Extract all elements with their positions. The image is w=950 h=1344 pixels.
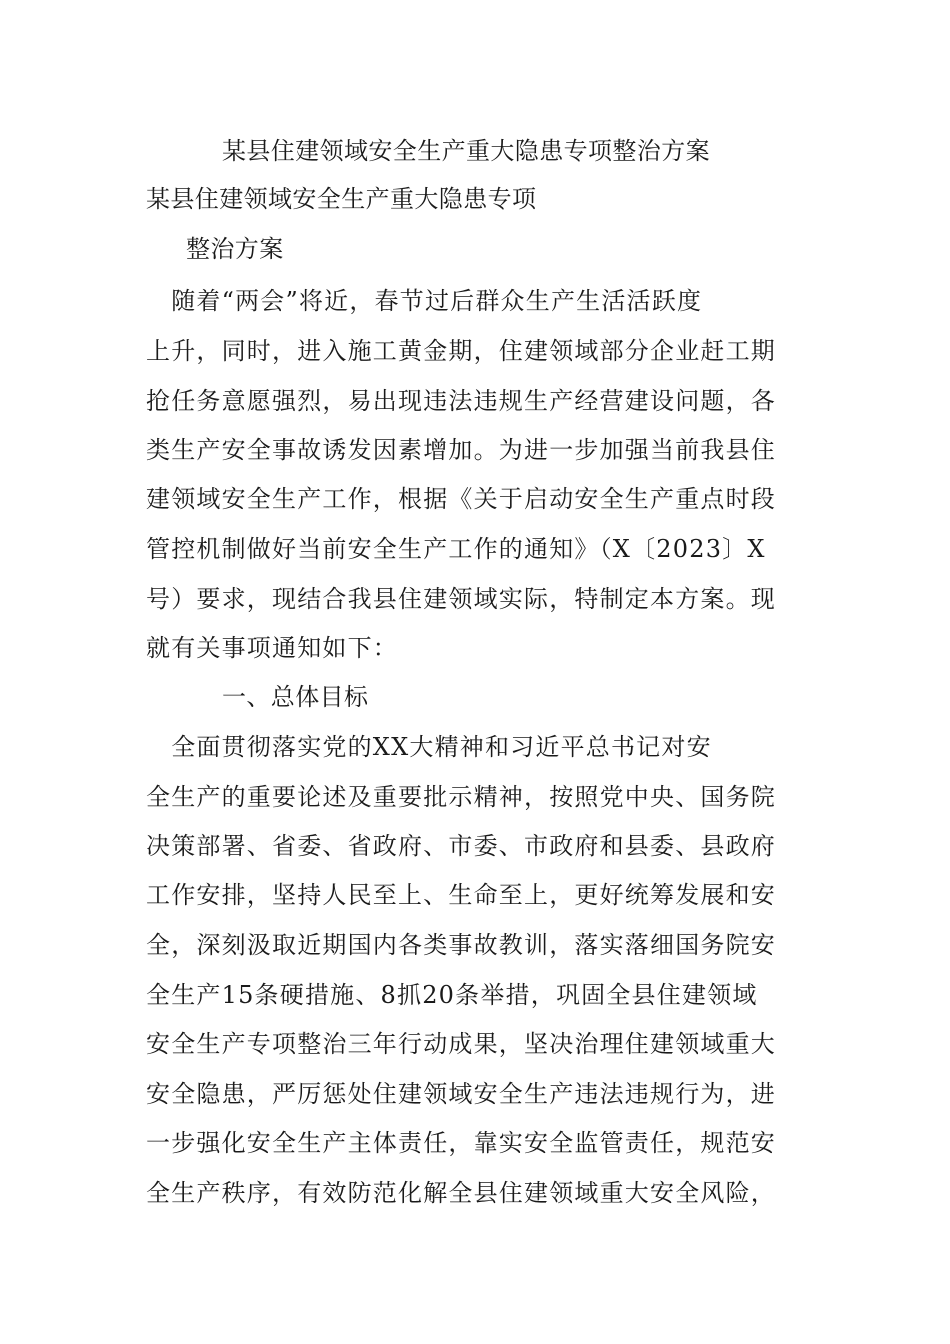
paragraph-2-line: 全面贯彻落实党的XX大精神和习近平总书记对安 — [146, 733, 712, 761]
paragraph-2-line: 全生产秩序，有效防范化解全县住建领域重大安全风险， — [146, 1179, 776, 1207]
section-1-heading: 一、总体目标 — [222, 683, 369, 711]
paragraph-1-line: 随着“两会”将近，春节过后群众生产生活活跃度 — [146, 287, 703, 315]
paragraph-2-line: 安全生产专项整治三年行动成果，坚决治理住建领域重大 — [146, 1030, 776, 1058]
title-line-1: 某县住建领域安全生产重大隐患专项 — [146, 185, 537, 213]
paragraph-2-line: 全，深刻汲取近期国内各类事故教训，落实落细国务院安 — [146, 931, 776, 959]
paragraph-1-line: 号）要求，现结合我县住建领域实际，特制定本方案。现 — [146, 585, 776, 613]
paragraph-1-line: 上升，同时，进入施工黄金期，住建领域部分企业赶工期 — [146, 337, 776, 365]
paragraph-2-line: 全生产15条硬措施、8抓20条举措，巩固全县住建领域 — [146, 981, 758, 1009]
paragraph-2-line: 安全隐患，严厉惩处住建领域安全生产违法违规行为，进 — [146, 1080, 776, 1108]
paragraph-1-line: 类生产安全事故诱发因素增加。为进一步加强当前我县住 — [146, 436, 776, 464]
title-line-2: 整治方案 — [186, 235, 284, 263]
document-heading: 某县住建领域安全生产重大隐患专项整治方案 — [222, 137, 710, 165]
paragraph-1-line: 建领域安全生产工作，根据《关于启动安全生产重点时段 — [146, 485, 776, 513]
paragraph-2-line: 决策部署、省委、省政府、市委、市政府和县委、县政府 — [146, 832, 776, 860]
paragraph-2-line: 全生产的重要论述及重要批示精神，按照党中央、国务院 — [146, 783, 776, 811]
paragraph-2-line: 一步强化安全生产主体责任，靠实安全监管责任，规范安 — [146, 1129, 776, 1157]
paragraph-1-line: 抢任务意愿强烈，易出现违法违规生产经营建设问题，各 — [146, 387, 776, 415]
paragraph-2-line: 工作安排，坚持人民至上、生命至上，更好统筹发展和安 — [146, 881, 776, 909]
paragraph-1-line: 就有关事项通知如下： — [146, 634, 398, 662]
paragraph-1-line: 管控机制做好当前安全生产工作的通知》（X〔2023〕X — [146, 535, 766, 563]
